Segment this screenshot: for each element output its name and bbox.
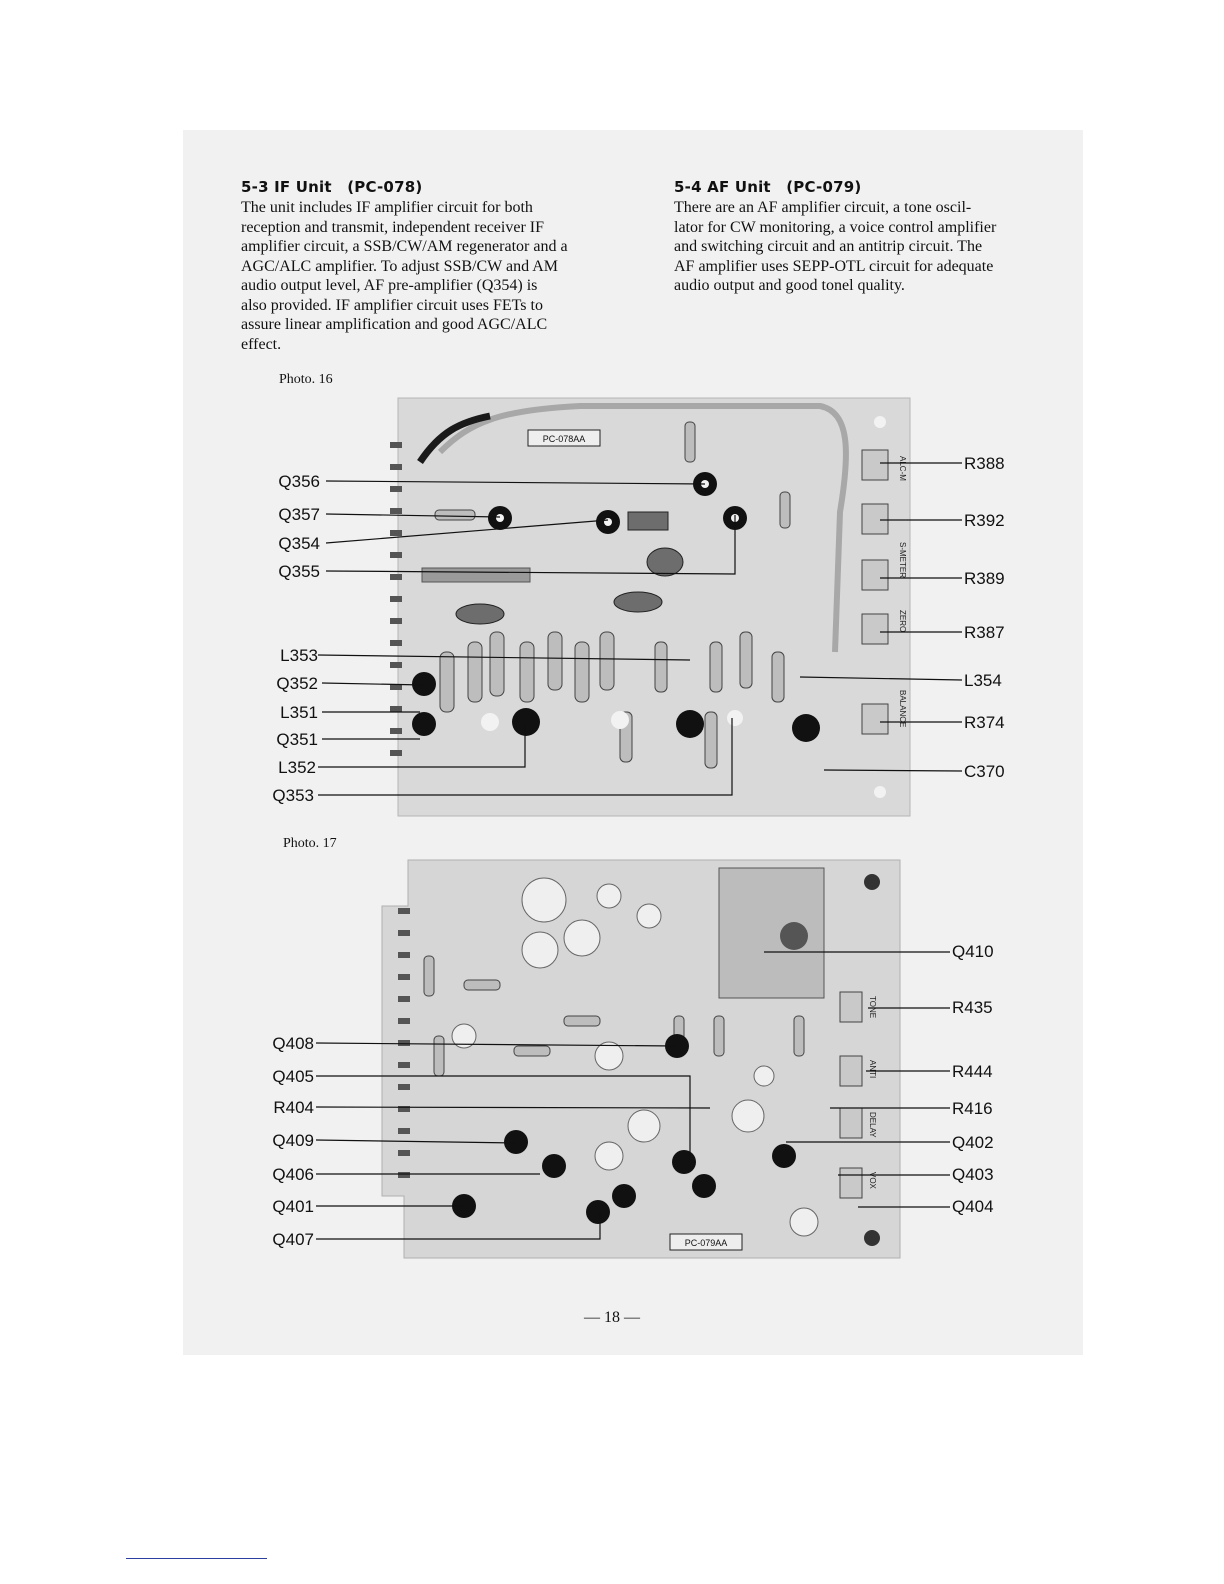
callout-q356: Q356: [278, 472, 320, 491]
callout-c370: C370: [964, 762, 1005, 781]
section-code: (PC-078): [347, 178, 423, 196]
callout-r435: R435: [952, 998, 993, 1017]
callout-q355: Q355: [278, 562, 320, 581]
body-line: also provided. IF amplifier circuit uses FETs to: [241, 296, 543, 314]
callout-q403: Q403: [952, 1165, 994, 1184]
silk-tone: TONE: [868, 996, 877, 1019]
callout-q405: Q405: [272, 1067, 314, 1086]
section-5-3-body: [241, 198, 629, 354]
silk-vox: VOX: [868, 1172, 877, 1189]
silk-alc-m: ALC-M: [898, 456, 907, 481]
pcb-label: PC-078AA: [542, 434, 586, 444]
callout-r404: R404: [273, 1098, 314, 1117]
silk-delay: DELAY: [868, 1112, 877, 1138]
silk-s-meter: S-METER: [898, 542, 907, 578]
callout-q407: Q407: [272, 1230, 314, 1249]
callout-l354: L354: [964, 671, 1002, 690]
callout-r374: R374: [964, 713, 1005, 732]
photo-16-board: [380, 392, 912, 818]
section-code: (PC-079): [786, 178, 862, 196]
callout-l351: L351: [280, 703, 318, 722]
callout-r388: R388: [964, 454, 1005, 473]
callout-q401: Q401: [272, 1197, 314, 1216]
body-line: reception and transmit, independent receiver IF: [241, 218, 544, 236]
section-number: 5-4: [674, 178, 702, 196]
section-5-4-heading: [674, 178, 1062, 196]
section-5-4: [674, 178, 1062, 296]
body-line: audio output level, AF pre-amplifier (Q354) is: [241, 277, 538, 294]
section-title: AF Unit: [707, 178, 771, 196]
silk-zero: ZERO: [898, 610, 907, 633]
af-unit-pcb-photo: [364, 856, 904, 1262]
section-5-3: [241, 178, 629, 354]
body-line: lator for CW monitoring, a voice control amplifier: [674, 218, 997, 236]
callout-q409: Q409: [272, 1131, 314, 1150]
silk-anti: ANTI: [868, 1060, 877, 1079]
photo-17-caption: Photo. 17: [283, 836, 337, 851]
photo-17-board: [364, 856, 904, 1262]
callout-q351: Q351: [276, 730, 318, 749]
body-line: AF amplifier uses SEPP-OTL circuit for adequate: [674, 257, 994, 275]
page-number: — 18 —: [584, 1309, 640, 1326]
silk-balance: BALANCE: [898, 690, 907, 728]
body-line: assure linear amplification and good AGC/ALC: [241, 316, 548, 333]
callout-q406: Q406: [272, 1165, 314, 1184]
section-5-3-heading: [241, 178, 629, 196]
callout-q352: Q352: [276, 674, 318, 693]
pcb-label: PC-079AA: [684, 1238, 728, 1248]
if-unit-pcb-photo: [380, 392, 912, 818]
body-line: effect.: [241, 335, 282, 353]
body-line: AGC/ALC amplifier. To adjust SSB/CW and AM: [241, 257, 558, 275]
callout-q410: Q410: [952, 942, 994, 961]
callout-q357: Q357: [278, 505, 320, 524]
body-line: The unit includes IF amplifier circuit for both: [241, 199, 533, 216]
section-number: 5-3: [241, 178, 269, 196]
body-line: There are an AF amplifier circuit, a tone oscil-: [674, 199, 972, 216]
callout-q408: Q408: [272, 1034, 314, 1053]
section-5-4-body: [674, 198, 1062, 296]
body-line: amplifier circuit, a SSB/CW/AM regenerator and a: [241, 238, 568, 255]
callout-r444: R444: [952, 1062, 993, 1081]
callout-r387: R387: [964, 623, 1005, 642]
callout-r389: R389: [964, 569, 1005, 588]
body-line: audio output and good tonel quality.: [674, 277, 905, 294]
body-line: and switching circuit and an antitrip circuit. The: [674, 238, 983, 255]
photo-16-caption: Photo. 16: [279, 372, 333, 387]
section-title: IF Unit: [274, 178, 332, 196]
callout-q402: Q402: [952, 1133, 994, 1152]
callout-q404: Q404: [952, 1197, 994, 1216]
callout-q354: Q354: [278, 534, 320, 553]
callout-r392: R392: [964, 511, 1005, 530]
callout-l352: L352: [278, 758, 316, 777]
callout-q353: Q353: [272, 786, 314, 805]
footnote-rule: [126, 1558, 267, 1559]
callout-l353: L353: [280, 646, 318, 665]
callout-r416: R416: [952, 1099, 993, 1118]
